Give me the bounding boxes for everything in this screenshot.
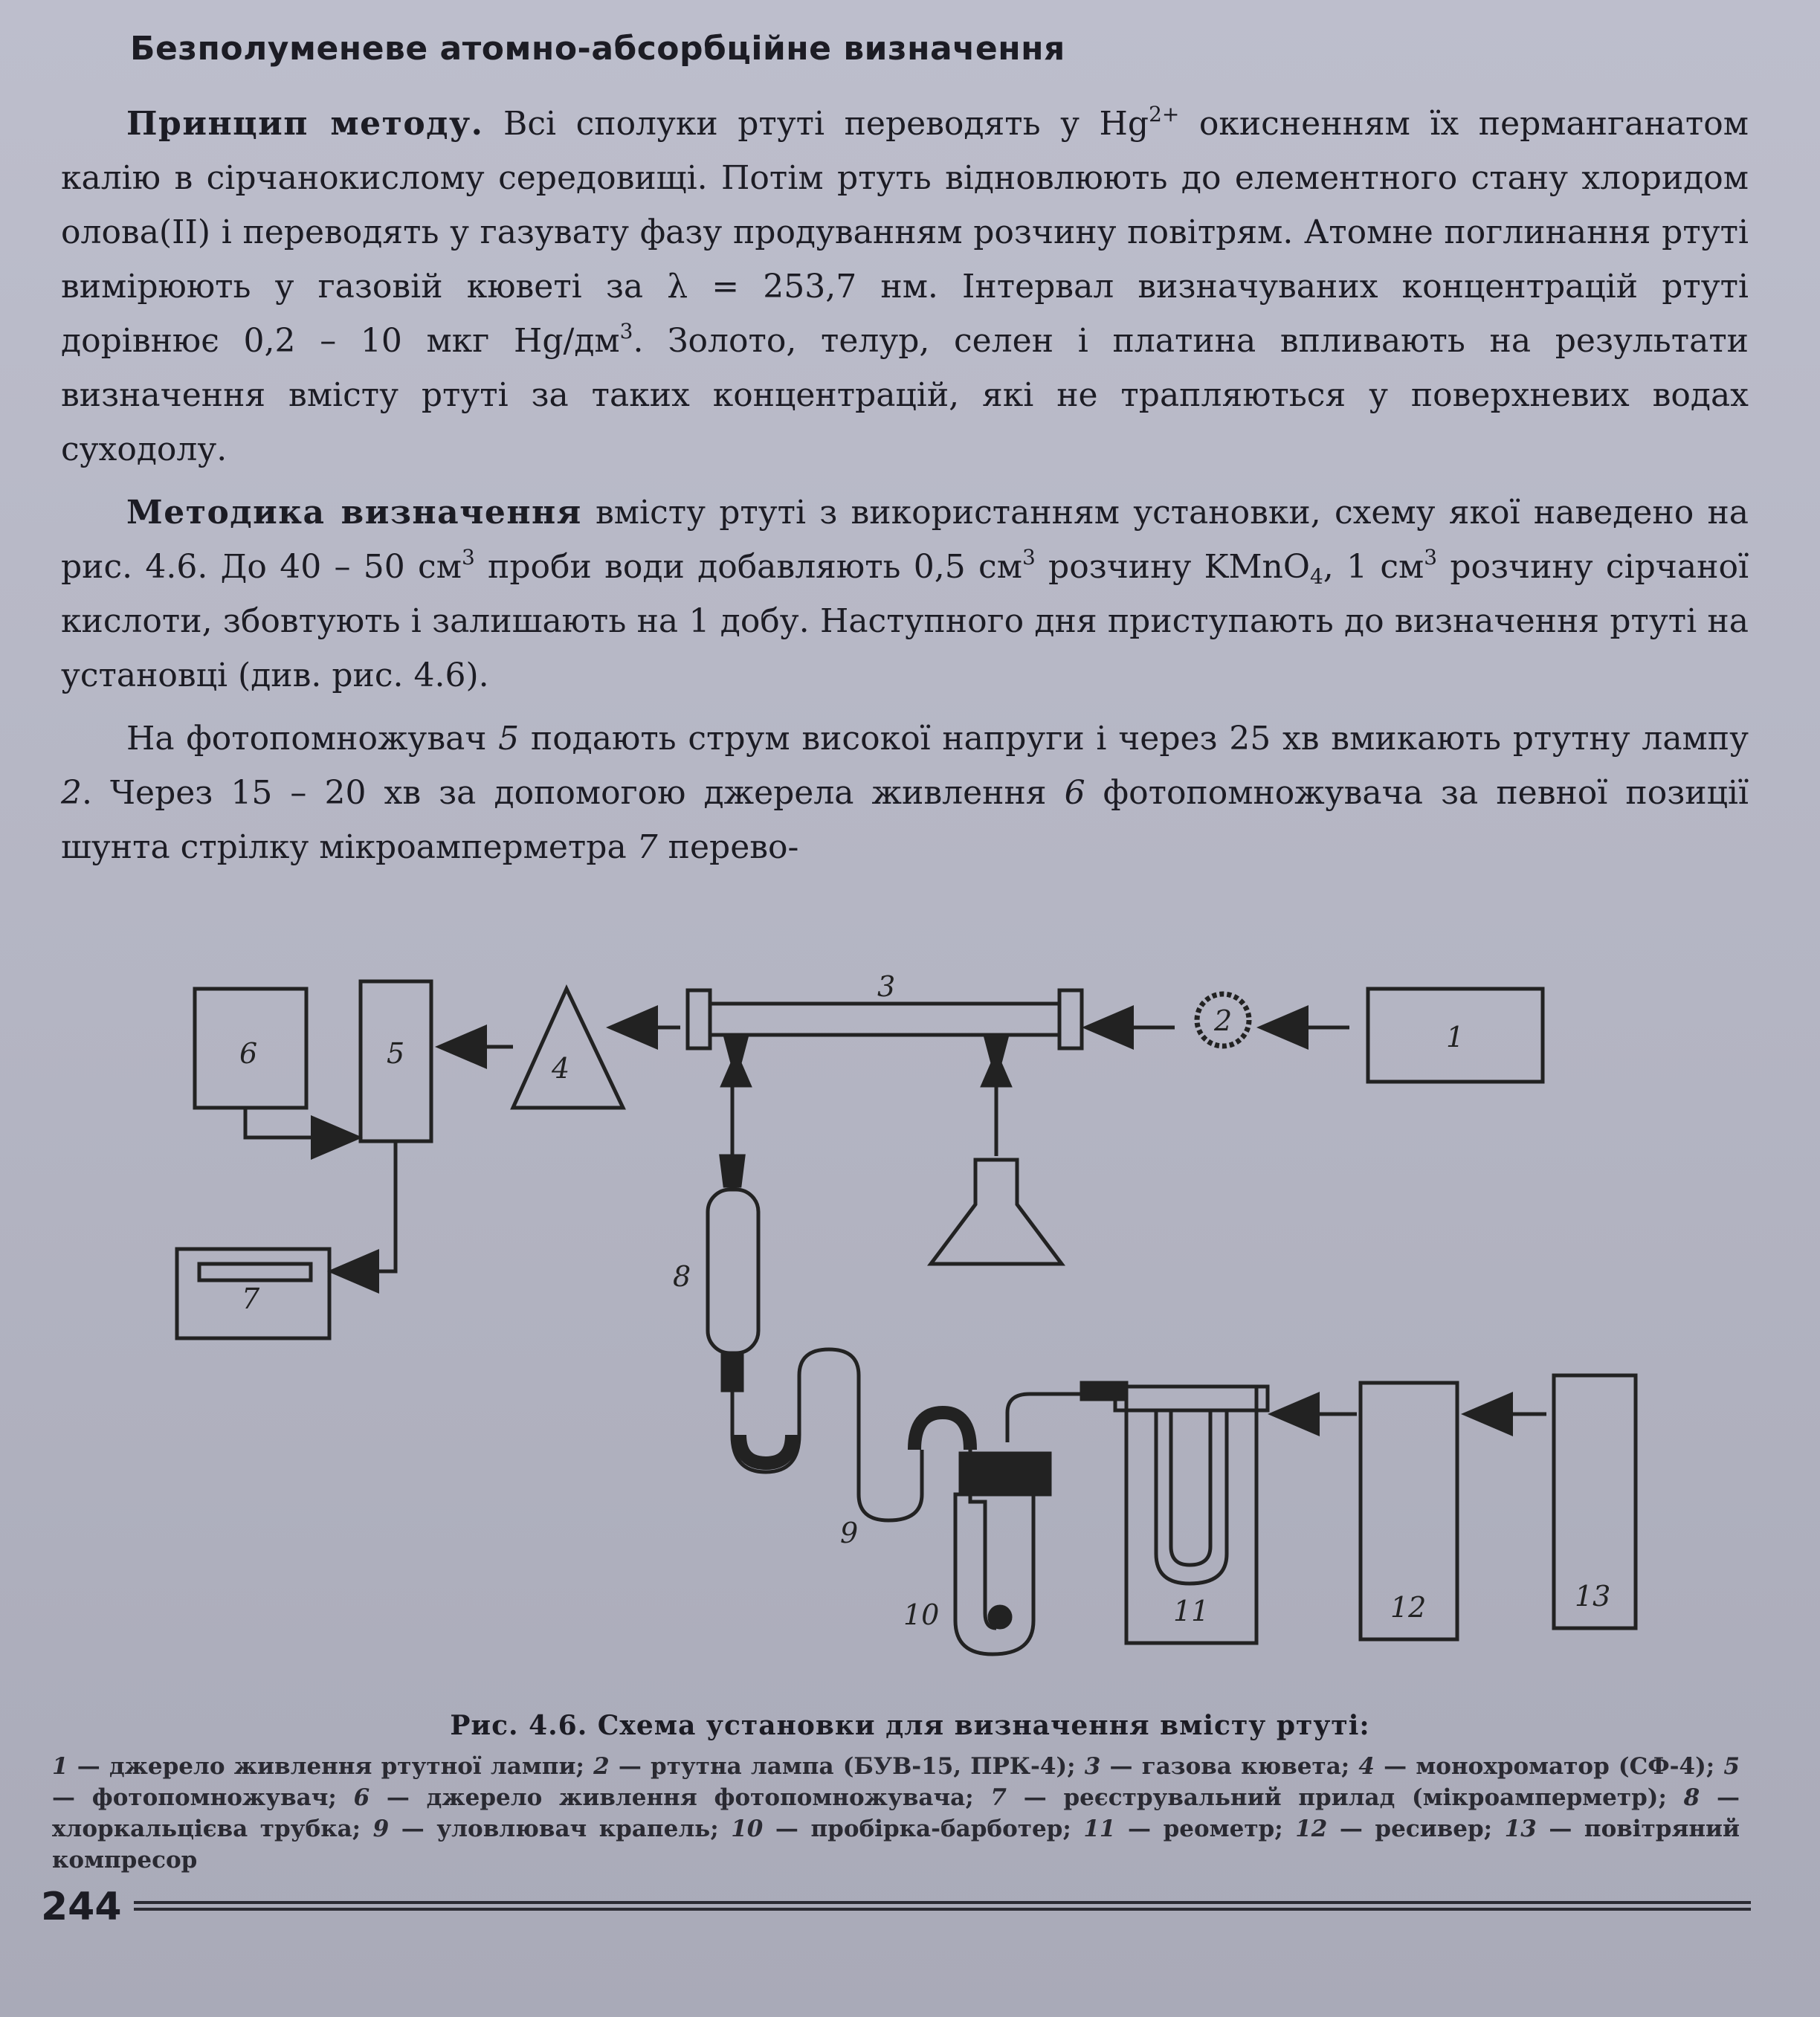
tube-9-drop-trap — [732, 1349, 922, 1520]
label-7: 7 — [242, 1282, 260, 1315]
legend-item: 5 — фотопомножувач; — [52, 1753, 1740, 1811]
label-6: 6 — [239, 1037, 258, 1070]
exhaust-flask — [931, 1160, 1062, 1264]
tube-10-bubbler — [955, 1494, 1033, 1654]
rheometer-cap — [1115, 1387, 1268, 1410]
label-8: 8 — [673, 1260, 691, 1293]
paragraph-principle: Принцип методу. Всі сполуки ртуті переводять у $Hg^{2+}$ окисненням їх перманганатом калію в сірчанокислому середовищі. Потім ртуть відновлюють до елементного стану хлоридом олова(II) і переводять у газувату фазу продуванням розчину повітрям. Атомне поглинання ртуті вимірюють у газовій кюветі за λ = 253,7 нм. Інтервал визначуваних концентрацій ртуті дорівнює 0,2 – 10 мкг $Hg/дм^3$. Золото, телур, селен і платина впливають на результати визначення вмісту ртуті за таких концентрацій, які не трапляються у поверхневих водах суходолу. — [61, 102, 1749, 468]
legend-item: 13 — повітряний компресор — [52, 1816, 1740, 1874]
tube-3-cuvette — [710, 1004, 1059, 1035]
page-footer — [41, 1885, 1751, 1929]
legend-item: 2 — ртутна лампа (БУВ-15, ПРК-4); — [593, 1753, 1085, 1780]
paragraph-procedure: На фотопомножувач 5 подають струм високої напруги і через 25 хв вмикають ртутну лампу 2. Через 15 – 20 хв за допомогою джерела живлення 6 фотопомножувача за певної позиції шунта стрілку мікроамперметра 7 перево- — [61, 720, 1749, 866]
figure-caption-legend — [52, 1751, 1740, 1876]
label-1: 1 — [1446, 1021, 1465, 1053]
cuvette-window-left — [688, 990, 710, 1048]
label-3: 3 — [877, 970, 896, 1003]
paragraph-method: Методика визначення вмісту ртуті з використанням установки, схему якої наведено на рис. 4.6. До 40 – 50 $см^3$ проби води добавляють 0,5 $см^3$ розчину KMnO$_4$, 1 $см^3$ розчину сірчаної кислоти, збовтують і залишають на 1 добу. Наступного дня приступають до визначення ртуті на установці (див. рис. 4.6). — [61, 494, 1749, 694]
section-heading: Безполуменеве атомно-абсорбційне визначення — [130, 30, 1065, 68]
legend-item: 7 — реєструвальний прилад (мікроамперметр); — [990, 1784, 1684, 1811]
label-5: 5 — [387, 1037, 405, 1070]
legend-item: 4 — монохроматор (СФ-4); — [1358, 1753, 1724, 1780]
recorder-scale — [199, 1264, 311, 1280]
footer-rule — [134, 1901, 1751, 1917]
figure-caption-title: Рис. 4.6. Схема установки для визначення вмісту ртуті: — [450, 1710, 1370, 1741]
label-4: 4 — [552, 1052, 570, 1085]
legend-item: 6 — джерело живлення фотопомножувача; — [353, 1784, 991, 1811]
legend-item: 10 — пробірка-барботер; — [731, 1816, 1084, 1842]
principle-lead: Принцип методу. — [126, 105, 484, 143]
label-13: 13 — [1575, 1580, 1611, 1613]
label-11: 11 — [1173, 1595, 1210, 1627]
legend-item: 12 — ресивер; — [1295, 1816, 1505, 1842]
label-9: 9 — [840, 1517, 859, 1549]
legend-item: 1 — джерело живлення ртутної лампи; — [52, 1753, 594, 1780]
legend-item: 11 — реометр; — [1083, 1816, 1296, 1842]
label-12: 12 — [1390, 1591, 1427, 1624]
legend-item: 3 — газова кювета; — [1084, 1753, 1359, 1780]
legend-item: 9 — уловлювач крапель; — [372, 1816, 732, 1842]
apparatus-diagram — [0, 959, 1820, 1695]
diagram-svg — [0, 959, 1820, 1695]
label-10: 10 — [903, 1598, 940, 1631]
method-lead: Методика визначення — [126, 494, 582, 532]
triangle-4-monochromator — [513, 989, 623, 1108]
cuvette-window-right — [1059, 990, 1082, 1048]
body-text — [61, 97, 1749, 883]
page-number: 244 — [41, 1885, 122, 1929]
tube-8-calcium-chloride — [708, 1190, 758, 1353]
label-2: 2 — [1214, 1004, 1233, 1037]
legend-item: 8 — хлоркальцієва трубка; — [52, 1784, 1740, 1842]
